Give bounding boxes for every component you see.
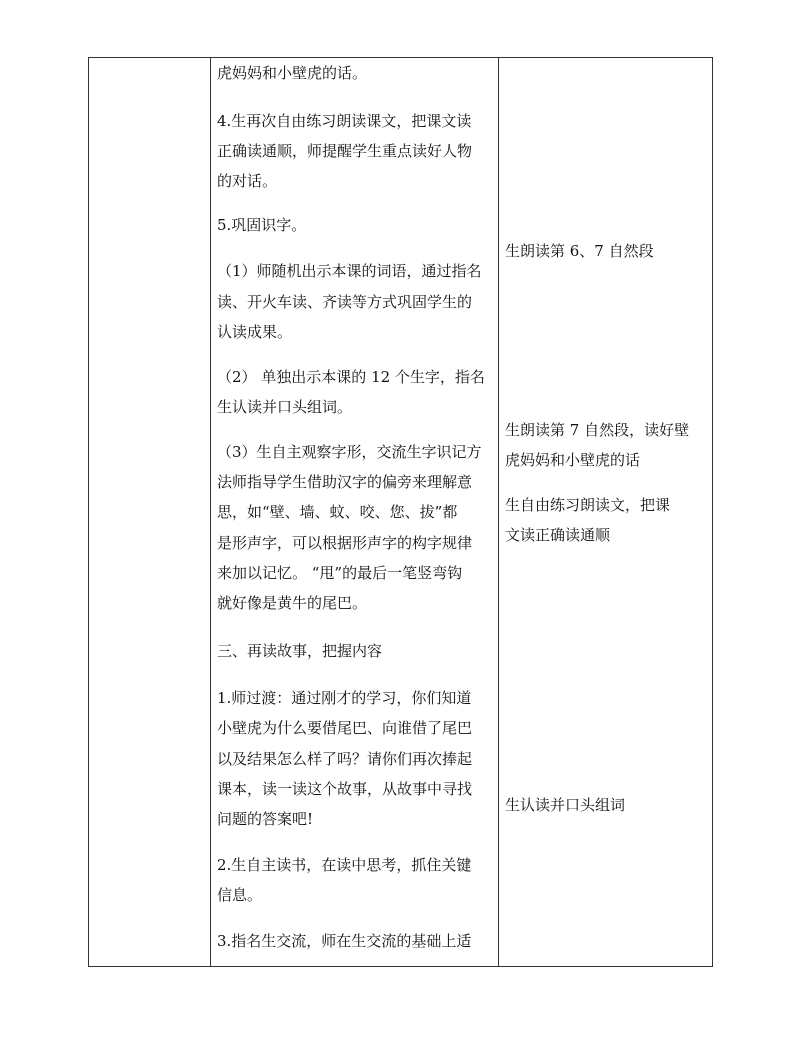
text-line: 文读正确读通顺 bbox=[505, 526, 611, 544]
text-line: 生认读并口头组词 bbox=[505, 796, 626, 814]
text-line: 小壁虎为什么要借尾巴、向谁借了尾巴 bbox=[217, 719, 473, 737]
text-line: （2） 单独出示本课的 12 个生字，指名 bbox=[217, 368, 485, 386]
text-line: 读、开火车读、齐读等方式巩固学生的 bbox=[217, 293, 473, 311]
text-line: 是形声字，可以根据形声字的构字规律 bbox=[217, 534, 473, 552]
text-line: 生朗读第 6、7 自然段 bbox=[505, 242, 654, 260]
text-line: 信息。 bbox=[217, 886, 263, 904]
text-line: 生认读并口头组词。 bbox=[217, 398, 353, 416]
text-line: 以及结果怎么样了吗？请你们再次捧起 bbox=[217, 750, 473, 768]
text-line: 5.巩固识字。 bbox=[217, 216, 307, 234]
text-line: 思，如“壁、墙、蚊、咬、您、拔”都 bbox=[217, 503, 458, 521]
text-line: （3）生自主观察字形，交流生字识记方 bbox=[217, 443, 482, 461]
text-line: 虎妈妈和小壁虎的话。 bbox=[217, 64, 368, 82]
text-line: 生朗读第 7 自然段，读好壁 bbox=[505, 421, 690, 439]
text-line: 来加以记忆。 “甩”的最后一笔竖弯钩 bbox=[217, 564, 463, 582]
text-line: 4.生再次自由练习朗读课文，把课文读 bbox=[217, 112, 472, 130]
text-line: （1）师随机出示本课的词语，通过指名 bbox=[217, 262, 482, 280]
text-line: 法师指导学生借助汉字的偏旁来理解意 bbox=[217, 473, 473, 491]
text-line: 就好像是黄牛的尾巴。 bbox=[217, 594, 368, 612]
column-divider bbox=[210, 58, 211, 966]
text-line: 3.指名生交流，师在生交流的基础上适 bbox=[217, 932, 472, 950]
text-line: 虎妈妈和小壁虎的话 bbox=[505, 451, 641, 469]
lesson-plan-table bbox=[88, 57, 713, 967]
column-divider bbox=[498, 58, 499, 966]
text-line: 生自由练习朗读文，把课 bbox=[505, 496, 671, 514]
text-line: 的对话。 bbox=[217, 172, 278, 190]
text-line: 2.生自主读书，在读中思考，抓住关键 bbox=[217, 856, 472, 874]
text-line: 课本，读一读这个故事，从故事中寻找 bbox=[217, 780, 473, 798]
text-line: 1.师过渡：通过刚才的学习，你们知道 bbox=[217, 689, 472, 707]
section-heading: 三、再读故事，把握内容 bbox=[217, 642, 383, 660]
text-line: 认读成果。 bbox=[217, 323, 293, 341]
text-line: 问题的答案吧! bbox=[217, 810, 314, 828]
text-line: 正确读通顺，师提醒学生重点读好人物 bbox=[217, 142, 473, 160]
